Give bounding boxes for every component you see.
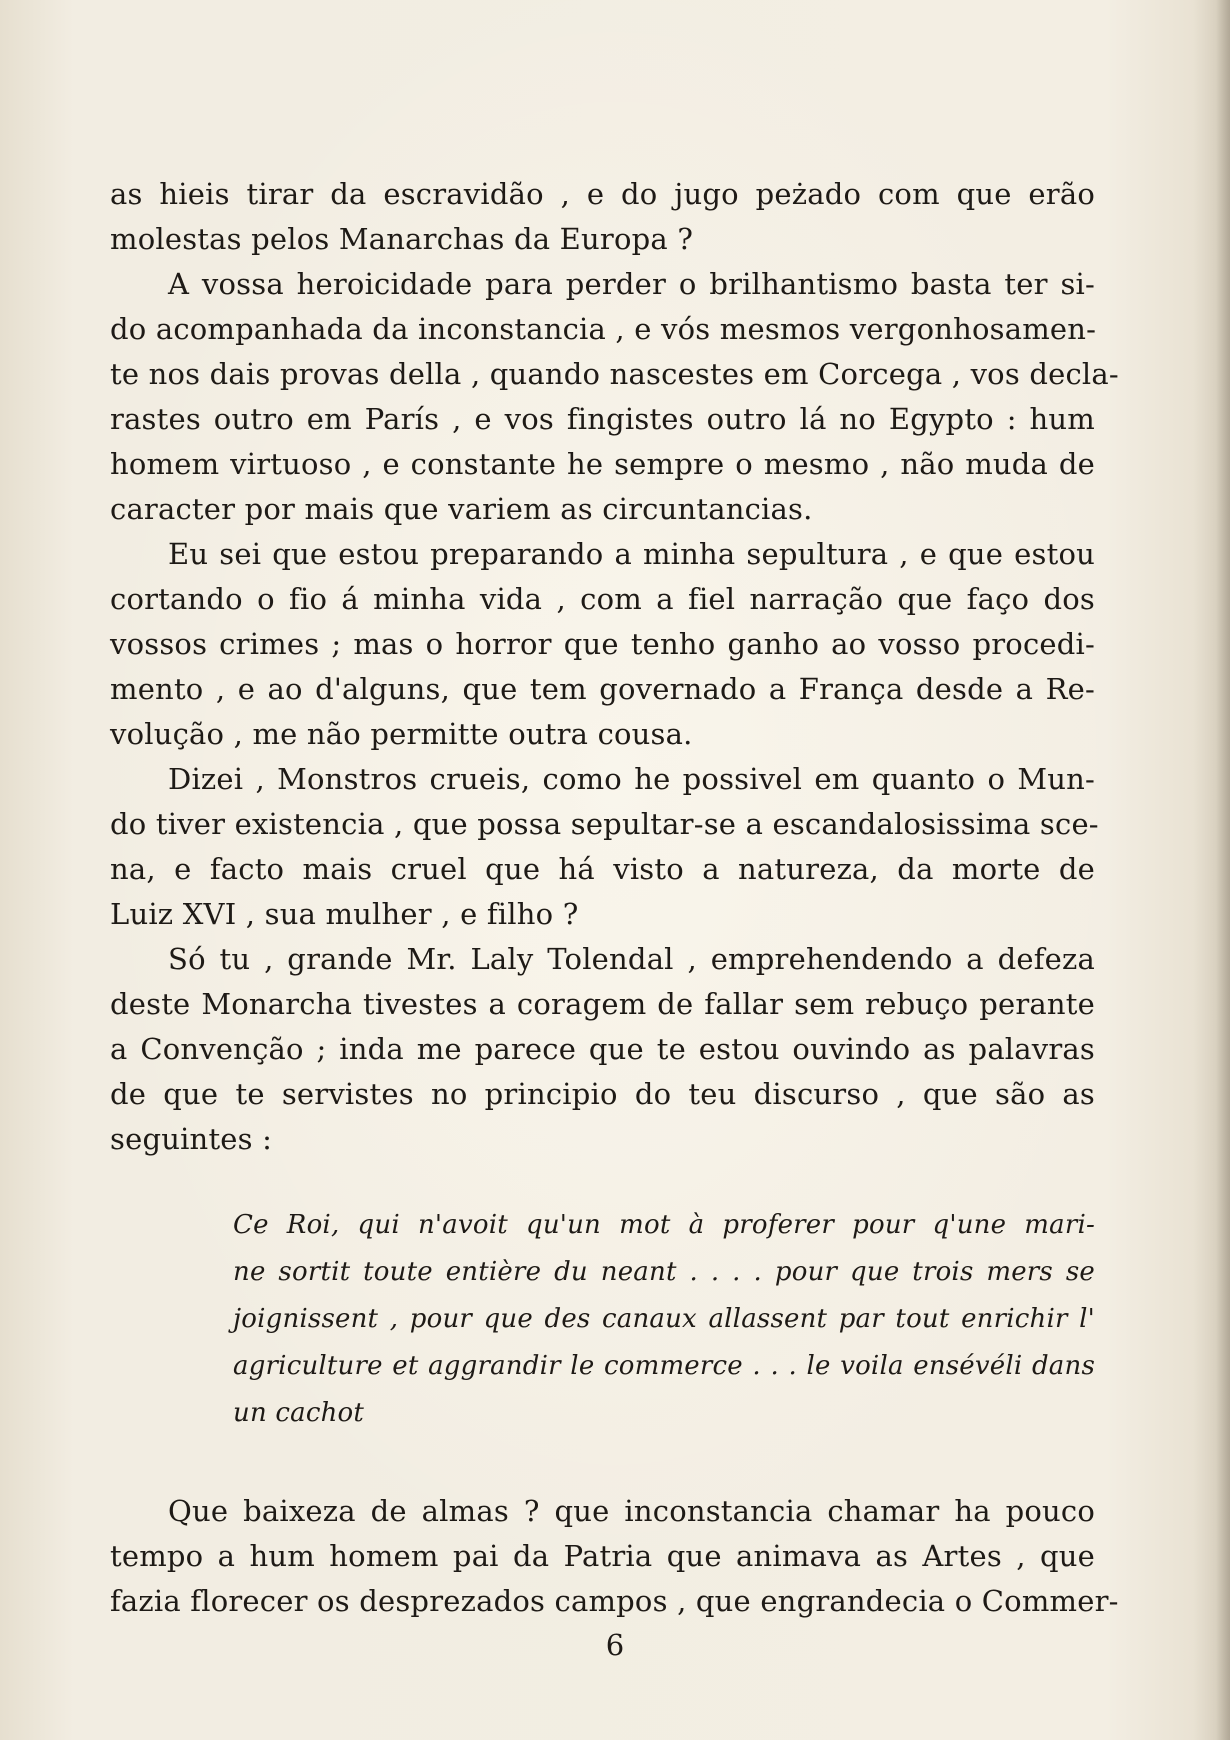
text-line: cortando o fio á minha vida , com a fiel narração que faço dos — [110, 582, 1095, 616]
text-line: a Convenção ; inda me parece que te estou ouvindo as palavras — [110, 1032, 1095, 1066]
paragraph-6 — [110, 1489, 1119, 1624]
text-line: mento , e ao d'alguns, que tem governado a França desde a Re- — [110, 672, 1095, 706]
text-line: do tiver existencia , que possa sepultar-se a escandalosissima sce- — [110, 807, 1099, 841]
block-quote — [110, 1202, 1095, 1437]
quote-line: ne sortit toute entière du neant . . . . pour que trois mers se — [233, 1257, 1095, 1287]
text-line: Luiz XVI , sua mulher , e filho ? — [110, 897, 579, 931]
text-line: tempo a hum homem pai da Patria que animava as Artes , que — [110, 1539, 1095, 1573]
text-line: molestas pelos Manarchas da Europa ? — [110, 222, 694, 256]
text-line: Só tu , grande Mr. Laly Tolendal , emprehendendo a defeza — [168, 942, 1095, 976]
text-line: de que te servistes no principio do teu discurso , que são as — [110, 1077, 1095, 1111]
paragraph-4 — [110, 757, 1099, 937]
paragraph-5 — [110, 937, 1095, 1162]
quote-line: joignissent , pour que des canaux allassent par tout enrichir l' — [233, 1304, 1095, 1334]
text-line: vossos crimes ; mas o horror que tenho ganho ao vosso procedi- — [110, 627, 1095, 661]
text-line: deste Monarcha tivestes a coragem de fallar sem rebuço perante — [110, 987, 1095, 1021]
paragraph-2 — [110, 262, 1119, 532]
text-line: caracter por mais que variem as circuntancias. — [110, 492, 813, 526]
text-line: rastes outro em París , e vos fingistes outro lá no Egypto : hum — [110, 402, 1095, 436]
paragraph-1 — [110, 172, 1095, 262]
text-line: as hieis tirar da escravidão , e do jugo peżado com que erão — [110, 177, 1095, 211]
text-line: te nos dais provas della , quando nascestes em Corcega , vos decla- — [110, 357, 1119, 391]
text-line: Eu sei que estou preparando a minha sepultura , e que estou — [168, 537, 1095, 571]
text-line: Que baixeza de almas ? que inconstancia chamar ha pouco — [168, 1494, 1095, 1528]
text-line: volução , me não permitte outra cousa. — [110, 717, 693, 751]
text-line: homem virtuoso , e constante he sempre o mesmo , não muda de — [110, 447, 1095, 481]
page-number: 6 — [605, 1628, 625, 1662]
text-line: seguintes : — [110, 1122, 273, 1156]
text-line: do acompanhada da inconstancia , e vós mesmos vergonhosamen- — [110, 312, 1097, 346]
text-line: fazia florecer os desprezados campos , que engrandecia o Commer- — [110, 1584, 1119, 1618]
body-text — [110, 172, 1119, 1624]
quote-line: un cachot — [233, 1398, 365, 1428]
quote-line: Ce Roi, qui n'avoit qu'un mot à proferer pour q'une mari- — [233, 1210, 1095, 1240]
quote-line: agriculture et aggrandir le commerce . . . le voila ensévéli dans — [233, 1351, 1095, 1381]
text-line: Dizei , Monstros crueis, como he possivel em quanto o Mun- — [168, 762, 1095, 796]
text-line: A vossa heroicidade para perder o brilhantismo basta ter si- — [168, 267, 1095, 301]
text-line: na, e facto mais cruel que há visto a natureza, da morte de — [110, 852, 1095, 886]
page-edge-shadow — [1216, 0, 1230, 1740]
paragraph-3 — [110, 532, 1095, 757]
